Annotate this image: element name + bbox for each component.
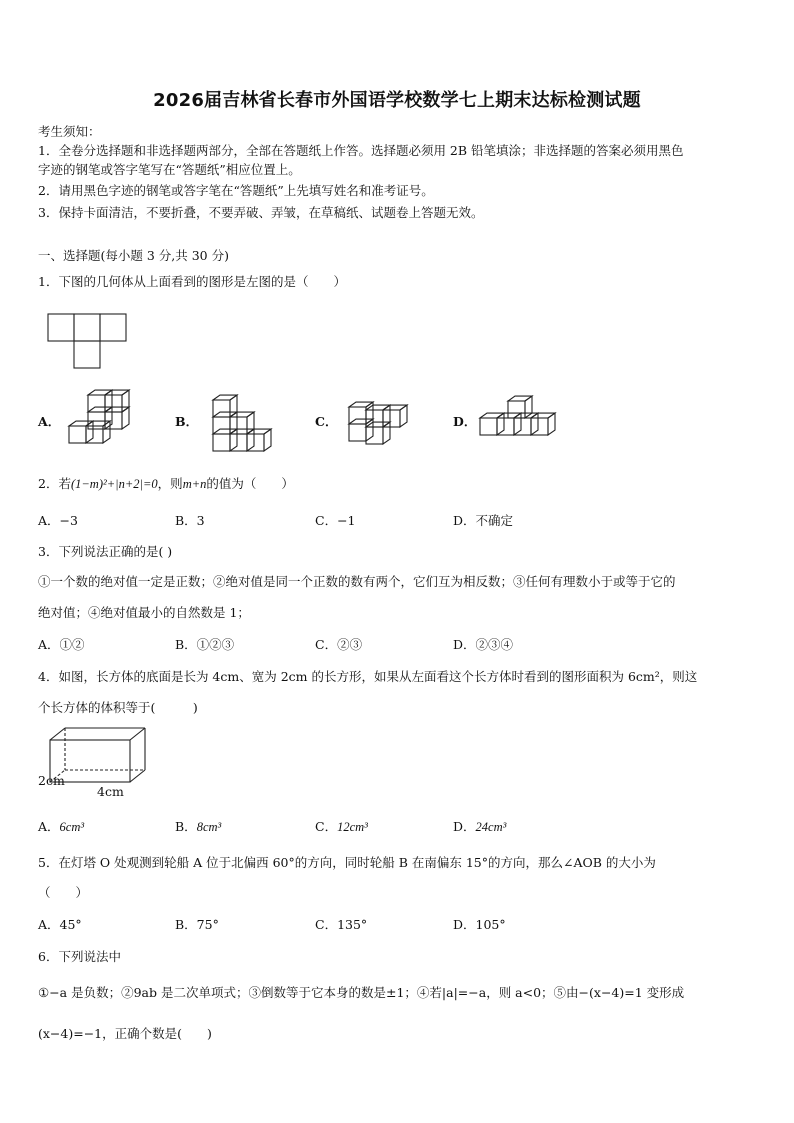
q5-line-2: （ ） — [38, 885, 89, 900]
q4-option-d-value: 24cm³ — [475, 820, 507, 834]
q4-option-b-value: 8cm³ — [196, 820, 222, 834]
q2-stem-mid: ，则 — [157, 476, 183, 491]
q5-line-1: 5．在灯塔 O 处观测到轮船 A 位于北偏西 60°的方向，同时轮船 B 在南偏东 15°的方向，那么∠AOB 的大小为 — [38, 855, 656, 870]
q4-option-a-value: 6cm³ — [59, 820, 85, 834]
q3-option-b: B．①②③ — [175, 637, 235, 652]
q3-option-d: D．②③④ — [453, 637, 514, 652]
q2-stem-post: 的值为（ ） — [206, 476, 294, 491]
q2-option-c: C．−1 — [315, 513, 356, 528]
q3-line-1: ①一个数的绝对值一定是正数；②绝对值是同一个正数的数有两个，它们互为相反数；③任何有理数小于或等于它的 — [38, 574, 676, 589]
page-title: 2026届吉林省长春市外国语学校数学七上期末达标检测试题 — [153, 90, 641, 111]
q4-option-d-label: D． — [453, 819, 476, 834]
q6-line-2: (x−4)=−1，正确个数是( ) — [38, 1026, 212, 1041]
q4-option-d — [453, 817, 506, 835]
q3-option-c: C．②③ — [315, 637, 363, 652]
notice-line-3: 3．保持卡面清洁，不要折叠，不要弄破、弄皱，在草稿纸、试题卷上答题无效。 — [38, 205, 484, 220]
q1-option-a: A． — [38, 414, 61, 429]
q3-line-2: 绝对值；④绝对值最小的自然数是 1； — [38, 605, 250, 620]
q4-option-c-value: 12cm³ — [337, 820, 368, 834]
q1-stem: 1．下图的几何体从上面看到的图形是左图的是（ ） — [38, 274, 346, 289]
q4-option-c-label: C． — [315, 819, 338, 834]
q1-solid-d — [478, 394, 558, 446]
notice-line-2: 2．请用黑色字迹的钢笔或答字笔在“答题纸”上先填写姓名和准考证号。 — [38, 183, 434, 198]
q4-line-1: 4．如图，长方体的底面是长为 4cm、宽为 2cm 的长方形，如果从左面看这个长方体时看到的图形面积为 6cm²，则这 — [38, 669, 698, 684]
q4-line-2: 个长方体的体积等于( ) — [38, 700, 198, 715]
q2-option-d: D．不确定 — [453, 513, 514, 528]
q5-option-c: C．135° — [315, 917, 368, 932]
q5-option-b: B．75° — [175, 917, 219, 932]
q1-solid-a — [66, 392, 138, 448]
q4-cuboid-figure — [50, 728, 150, 784]
notice-line-1: 1．全卷分选择题和非选择题两部分，全部在答题纸上作答。选择题必须用 2B 铅笔填涂；非选择题的答案必须用黑色 — [38, 143, 684, 158]
q4-option-a — [38, 817, 84, 835]
q2-stem-pre: 2．若 — [38, 476, 71, 491]
q1-option-b: B． — [175, 414, 199, 429]
q1-solid-b — [203, 386, 275, 456]
q5-option-a: A．45° — [38, 917, 82, 932]
q1-top-view-figure — [48, 314, 128, 370]
notice-heading: 考生须知： — [38, 124, 101, 139]
q1-option-d: D． — [453, 414, 477, 429]
q2-expression: (1−m)²+|n+2|=0 — [70, 477, 158, 491]
q4-width-label: 2cm — [38, 773, 65, 788]
q4-length-label: 4cm — [97, 784, 124, 799]
q6-line-1: ①−a 是负数；②9ab 是二次单项式；③倒数等于它本身的数是±1；④若|a|=−a，则 a<0；⑤由−(x−4)=1 变形成 — [38, 985, 685, 1000]
q2-stem — [38, 474, 294, 492]
q1-solid-c — [343, 389, 415, 455]
notice-line-1b: 字迹的钢笔或答字笔写在“答题纸”相应位置上。 — [38, 162, 301, 177]
q3-option-a: A．①② — [38, 637, 85, 652]
q2-option-b: B．3 — [175, 513, 205, 528]
q1-option-c: C． — [315, 414, 338, 429]
section-heading: 一、选择题(每小题 3 分,共 30 分) — [38, 248, 229, 263]
q2-expression-2: m+n — [182, 477, 207, 491]
q4-option-b-label: B． — [175, 819, 197, 834]
q4-option-b — [175, 817, 221, 835]
q2-option-a: A．−3 — [38, 513, 78, 528]
q3-stem: 3．下列说法正确的是( ) — [38, 544, 173, 559]
q5-option-d: D．105° — [453, 917, 506, 932]
q6-stem: 6．下列说法中 — [38, 949, 121, 964]
q4-option-a-label: A． — [38, 819, 60, 834]
q4-option-c — [315, 817, 368, 835]
